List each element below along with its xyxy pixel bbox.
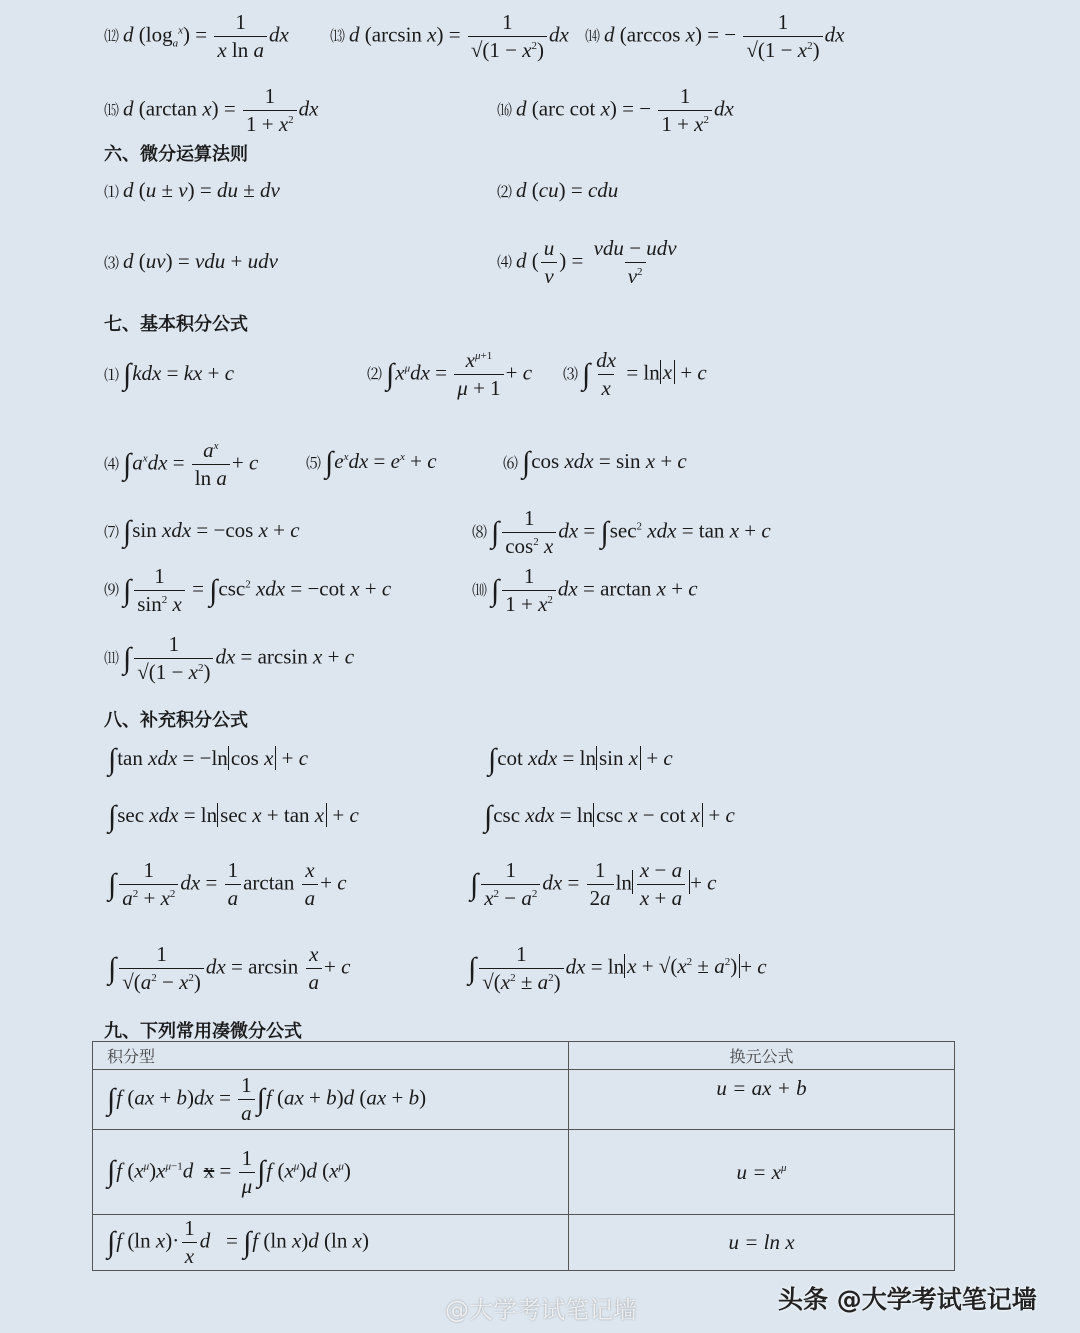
supp-integral-csc: ∫csc xdx = ln csc x − cot x + c — [484, 800, 735, 833]
formula-16: ⒃ d (arc cot x) = − $\frac{1}{1 + x^2}$ dx — [497, 84, 734, 136]
substitution-table — [92, 1041, 955, 1271]
diff-rule-3: ⑶ d (uv) = vdu + udv — [104, 249, 278, 273]
table-row — [93, 1070, 955, 1130]
table-cell-integral: ∫f (ln x)· $\frac{1}{x}$ d = ∫f (ln x)d (ln x) — [93, 1215, 569, 1271]
table-cell-integral: ∫f (ax + b)dx = $\frac{1}{a}$ ∫f (ax + b)d (ax + b) — [93, 1070, 569, 1130]
supp-integral-log: ∫ $\frac{1}{x^2 - a^2}$ dx = $\frac{1}{2a}$ ln $\frac{x - a}{x + a}$ + c — [470, 858, 717, 910]
table-cell-substitution: $u = x^\mu$ — [569, 1130, 955, 1215]
diff-rule-1: ⑴ d (u ± v) = du ± dv — [104, 178, 280, 202]
integral-9: ⑼ ∫ $\frac{1}{\sin^2 x}$ = $\int\csc^2$ xdx = −cot x + c — [104, 564, 392, 616]
formula-12: ⑿ d $(\log_a^x)$ = $\frac{1}{\text{x ln a}}$ dx — [104, 10, 289, 62]
supp-integral-sec: ∫sec xdx = ln sec x + tan x + c — [108, 800, 359, 833]
integral-11: ⑾ ∫ $\frac{1}{√(1 - x^2)}$ dx = arcsin x + c — [104, 632, 355, 684]
diff-rule-2: ⑵ d (cu) = cdu — [497, 178, 619, 202]
formula-13: ⒀ d (arcsin x) = $\frac{1}{√(1 - x^2)}$ dx — [330, 10, 569, 62]
formula-15: ⒂ d (arctan x) = $\frac{1}{1 + x^2}$ dx — [104, 84, 319, 136]
supp-integral-tan: ∫tan xdx = −ln cos x + c — [108, 743, 309, 776]
integral-7: ⑺ ∫sin xdx = −cos x + c — [104, 515, 300, 548]
integral-3: ⑶ ∫ $\frac{dx}{x}$ = ln x + c — [563, 348, 707, 400]
table-header-row — [93, 1042, 955, 1070]
diff-rule-4: ⑷ d ( $\frac{u}{v}$ ) = vdu − udv $v^2$ — [497, 236, 677, 288]
table-row — [93, 1130, 955, 1215]
supp-integral-cot: ∫cot xdx = ln sin x + c — [488, 743, 673, 776]
header-integral-type: 积分型 — [93, 1042, 569, 1070]
table-cell-integral: ∫f $(x^\mu)x^{\mu-1}d$ x = $\frac{1}{\mu}$ ∫f $(x^\mu)d$ $(x^\mu)$ — [93, 1130, 569, 1215]
formula-14: ⒁ d (arccos x) = − $\frac{1}{√(1 - x^2)}$ dx — [585, 10, 845, 62]
supp-integral-arcsin: ∫ $\frac{1}{√(a^2 - x^2)}$ dx = arcsin $\frac{x}{a}$ + c — [108, 942, 351, 994]
table-cell-substitution: u = ax + b — [569, 1070, 955, 1130]
weibo-watermark: @大学考试笔记墙 — [445, 1296, 637, 1324]
integral-4: ⑷ $\int a^xdx$ = $\frac{a^x}{\text{ln a}}$ + c — [104, 438, 259, 490]
section-9-title: 九、下列常用凑微分公式 — [104, 1021, 302, 1042]
section-7-title: 七、基本积分公式 — [104, 314, 248, 335]
header-substitution: 换元公式 — [569, 1042, 955, 1070]
integral-2: ⑵ $\int x^\mu dx$ = $\frac{x^{\mu+1}}{\mu + 1}$ + c — [367, 348, 533, 400]
integral-5: ⑸ $\int e^xdx = e^x + c$ — [306, 446, 437, 479]
section-6-title: 六、微分运算法则 — [104, 144, 248, 165]
table-cell-substitution: u = ln x — [569, 1215, 955, 1271]
supp-integral-arctan: ∫ $\frac{1}{a^2 + x^2}$ dx = $\frac{1}{a}$ arctan $\frac{x}{a}$ + c — [108, 858, 347, 910]
integral-1: ⑴ ∫kdx = kx + c — [104, 358, 235, 391]
integral-6: ⑹ ∫cos xdx = sin x + c — [503, 446, 687, 479]
table-row — [93, 1215, 955, 1271]
integral-8: ⑻ ∫ $\frac{1}{\cos^2 x}$ dx = $\int\sec^2$ xdx = tan x + c — [472, 506, 771, 558]
supp-integral-ln-sqrt: ∫ $\frac{1}{√(x^2 \pm a^2)}$ dx = $\ln x + √(x^2 \pm a^2) + c$ — [468, 942, 767, 994]
toutiao-watermark: 头条 @大学考试笔记墙 — [778, 1285, 1037, 1314]
integral-10: ⑽ ∫ $\frac{1}{1 + x^2}$ dx = arctan x + c — [472, 564, 698, 616]
section-8-title: 八、补充积分公式 — [104, 710, 248, 731]
